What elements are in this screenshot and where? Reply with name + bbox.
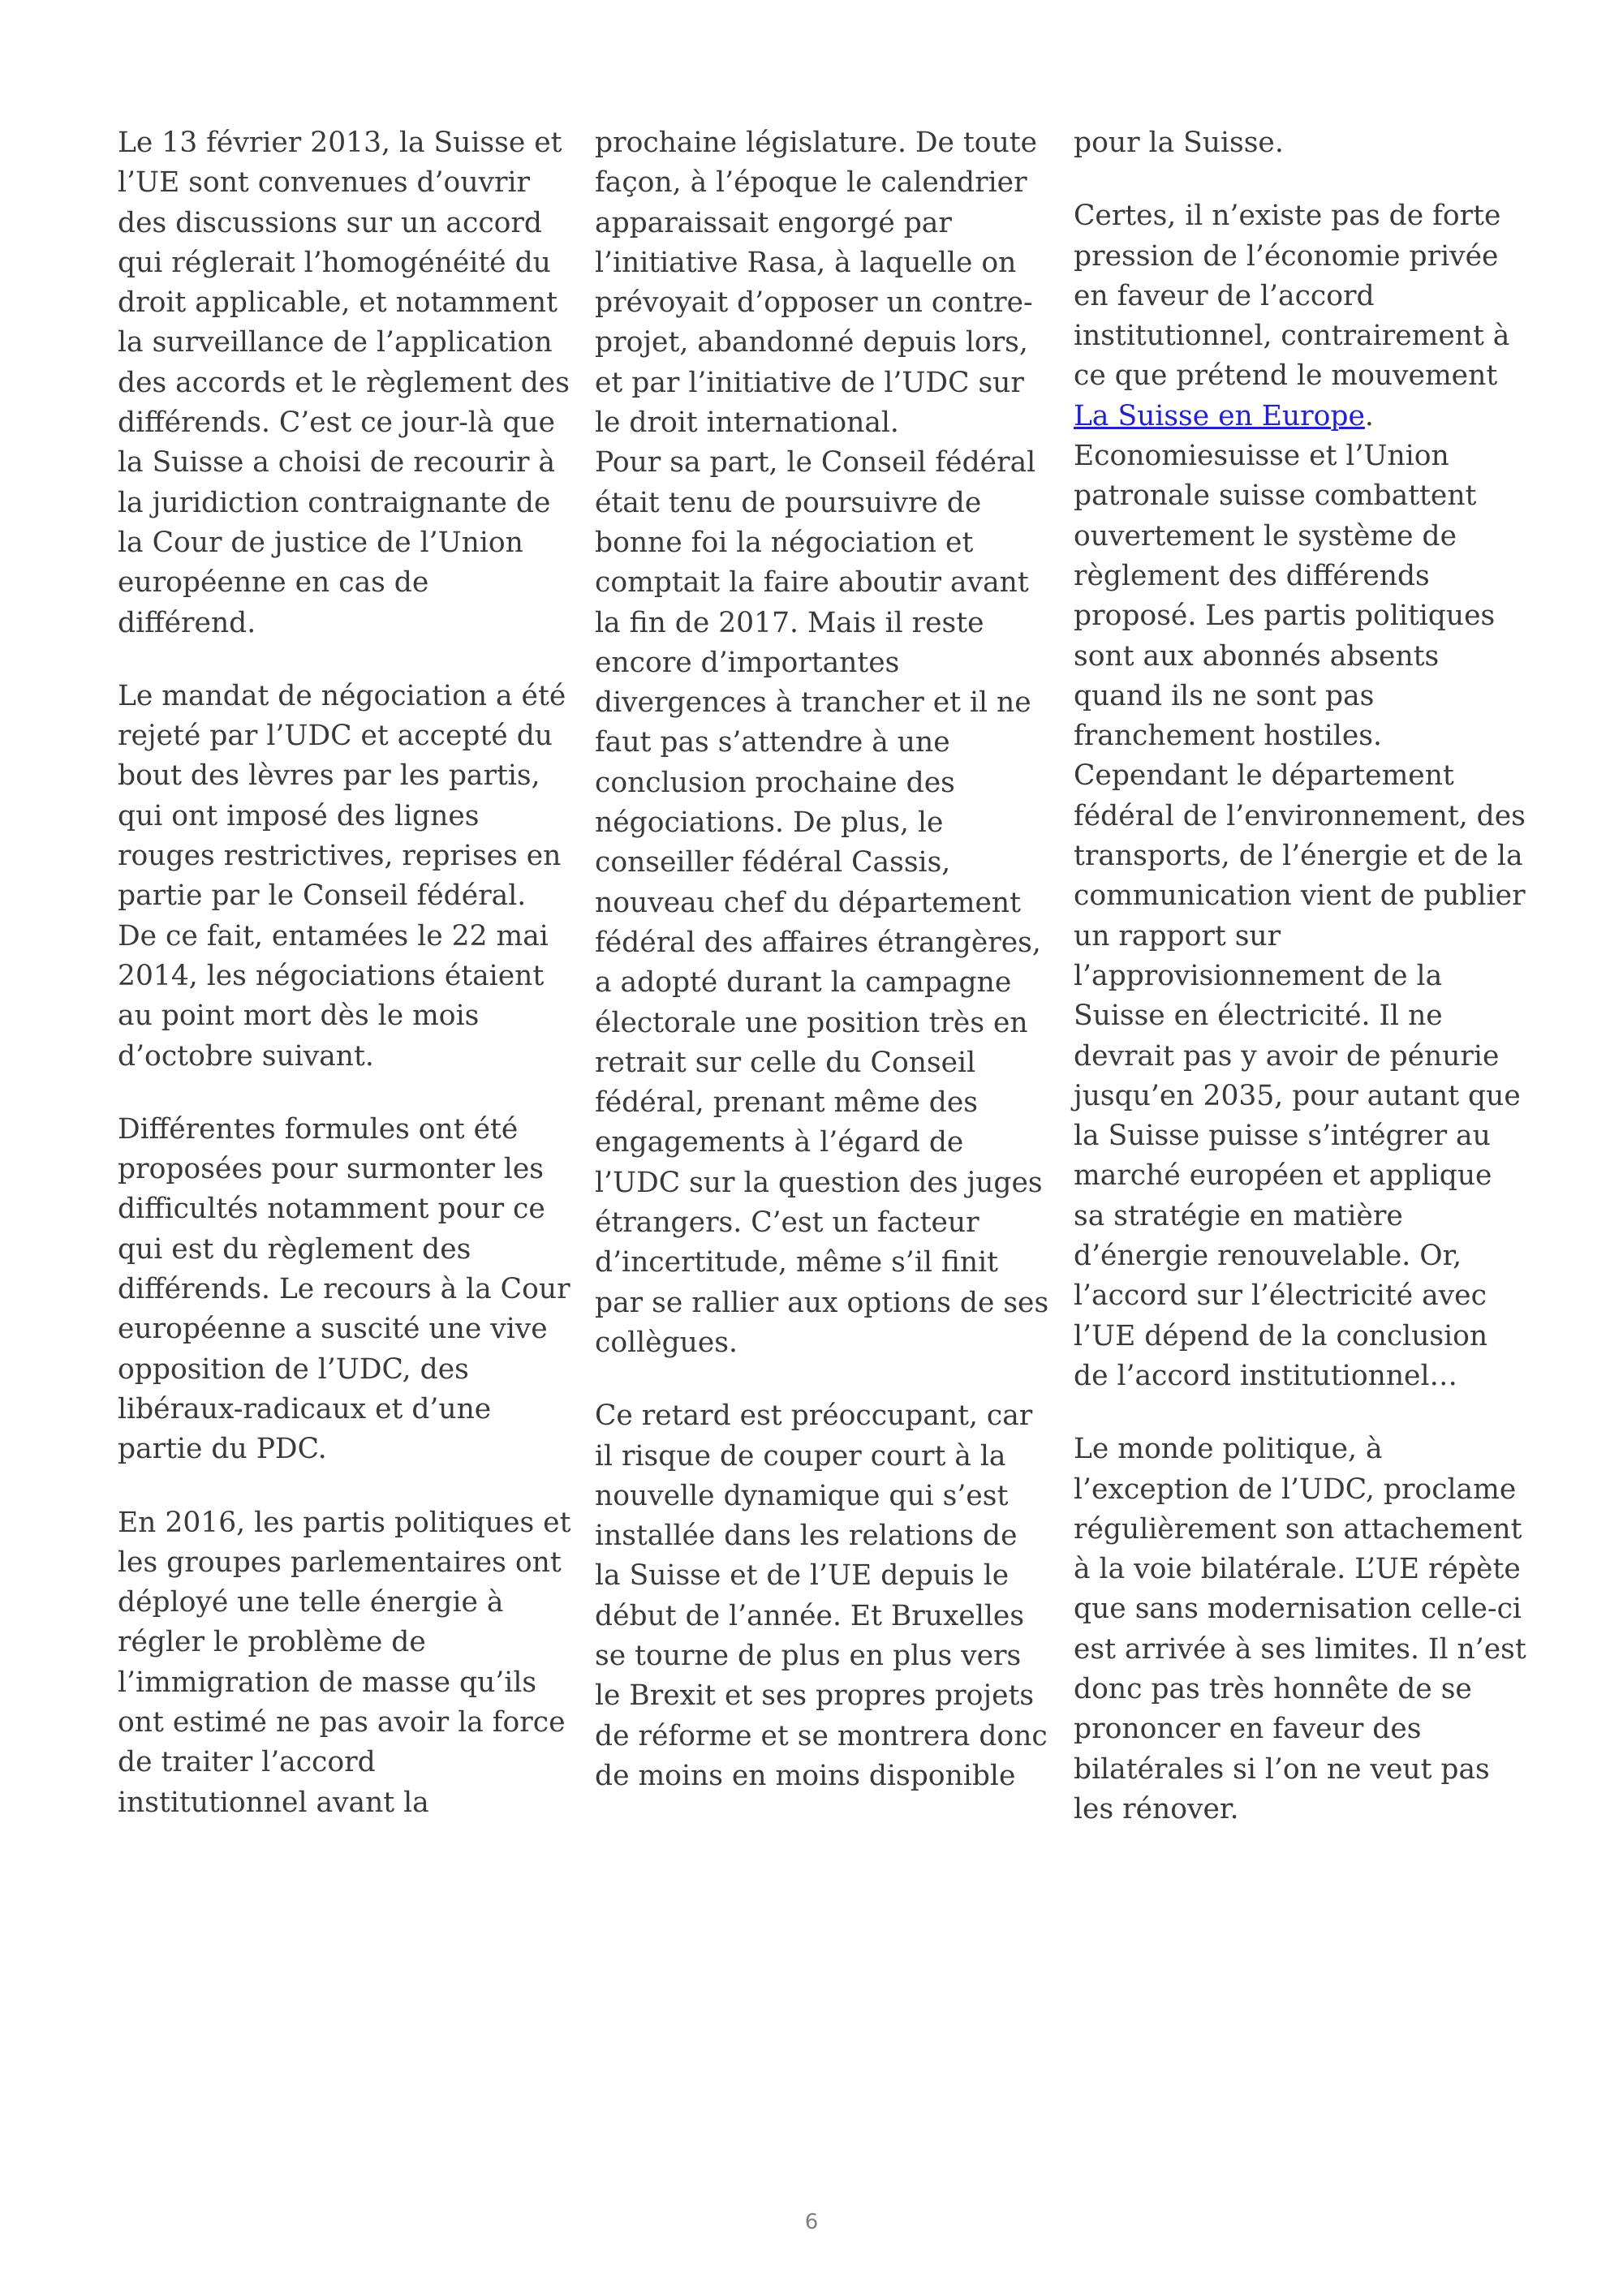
text-line: 2014, les négociations étaient <box>118 959 545 992</box>
text-line: est arrivée à ses limites. Il n’est <box>1074 1632 1526 1666</box>
text-line: de l’accord institutionnel… <box>1074 1359 1457 1392</box>
text-line: la fin de 2017. Mais il reste <box>595 606 984 639</box>
la-suisse-en-europe-link[interactable]: La Suisse en Europe <box>1074 399 1365 432</box>
text-line: bout des lèvres par les partis, <box>118 759 540 793</box>
text-line: électorale une position très en <box>595 1006 1028 1039</box>
text-line: bonne foi la négociation et <box>595 526 974 559</box>
text-line: l’UDC sur la question des juges <box>595 1166 1043 1199</box>
text-line: sa stratégie en matière <box>1074 1199 1403 1232</box>
text-line: devrait pas y avoir de pénurie <box>1074 1039 1500 1073</box>
text-line: d’incertitude, même s’il finit <box>595 1246 999 1279</box>
text-line: étrangers. C’est un facteur <box>595 1206 979 1240</box>
text-line: qui est du règlement des <box>118 1232 471 1266</box>
text-line: d’énergie renouvelable. Or, <box>1074 1240 1462 1273</box>
text-line: Certes, il n’existe pas de forte <box>1074 200 1501 233</box>
text-line: divergences à trancher et il ne <box>595 686 1031 720</box>
text-line: à la voie bilatérale. L’UE répète <box>1074 1553 1521 1586</box>
text-line: déployé une telle énergie à <box>118 1586 504 1619</box>
text-line: l’immigration de masse qu’ils <box>118 1666 537 1699</box>
text-line: la Suisse puisse s’intégrer au <box>1074 1120 1491 1153</box>
text-line: d’octobre suivant. <box>118 1039 374 1073</box>
text-line: Le monde politique, à <box>1074 1433 1383 1466</box>
text-line: encore d’importantes <box>595 646 900 679</box>
text-line: se tourne de plus en plus vers <box>595 1639 1022 1672</box>
text-line: faut pas s’attendre à une <box>595 726 950 759</box>
text-line: collègues. <box>595 1326 738 1359</box>
text-line: façon, à l’époque le calendrier <box>595 166 1027 200</box>
text-line: De ce fait, entamées le 22 mai <box>118 919 549 952</box>
paragraph <box>118 677 572 1077</box>
text-line: conseiller fédéral Cassis, <box>595 846 951 879</box>
text-line: conclusion prochaine des <box>595 766 955 799</box>
text-line: Le mandat de négociation a été <box>118 679 566 712</box>
text-line: opposition de l’UDC, des <box>118 1352 469 1386</box>
text-line: Le 13 février 2013, la Suisse et <box>118 127 562 159</box>
text-line: bilatérales si l’on ne veut pas <box>1074 1752 1490 1786</box>
paragraph <box>1074 196 1528 1396</box>
text-line: marché européen et applique <box>1074 1159 1492 1193</box>
paragraph <box>595 443 1049 1363</box>
text-line: quand ils ne sont pas <box>1074 679 1375 712</box>
text-line: les rénover. <box>1074 1792 1239 1825</box>
text-line: pression de l’économie privée <box>1074 239 1499 273</box>
text-line: nouvelle dynamique qui s’est <box>595 1479 1009 1512</box>
paragraph <box>1074 1430 1528 1829</box>
text-line: apparaissait engorgé par <box>595 206 952 239</box>
text-line: fédéral de l’environnement, des <box>1074 799 1526 832</box>
text-line: des discussions sur un accord <box>118 206 542 239</box>
link-suffix: . <box>1364 399 1374 432</box>
text-line: de moins en moins disponible <box>595 1759 1016 1792</box>
text-line: institutionnel, contrairement à <box>1074 320 1510 353</box>
text-line: En 2016, les partis politiques et <box>118 1506 571 1539</box>
text-line: l’accord sur l’électricité avec <box>1074 1279 1487 1313</box>
text-line: nouveau chef du département <box>595 886 1021 919</box>
text-line: ont estimé ne pas avoir la force <box>118 1705 566 1739</box>
text-line: différends. Le recours à la Cour <box>118 1273 570 1306</box>
text-line: la juridiction contraignante de <box>118 486 551 519</box>
text-line: ouvertement le système de <box>1074 519 1457 553</box>
text-line: partie par le Conseil fédéral. <box>118 879 527 913</box>
text-line <box>1074 397 1528 436</box>
text-line: et par l’initiative de l’UDC sur <box>595 366 1024 399</box>
text-line: de traiter l’accord <box>118 1746 376 1779</box>
text-line: régler le problème de <box>118 1626 426 1659</box>
text-column-2 <box>595 123 1049 1829</box>
text-line: au point mort dès le mois <box>118 1000 480 1033</box>
text-line: prochaine législature. De toute <box>595 127 1038 159</box>
text-line: donc pas très honnête de se <box>1074 1672 1472 1705</box>
text-line: l’exception de l’UDC, proclame <box>1074 1473 1517 1506</box>
text-line: régulièrement son attachement <box>1074 1512 1522 1546</box>
text-line: transports, de l’énergie et de la <box>1074 840 1523 873</box>
paragraph <box>118 1110 572 1470</box>
text-line: l’UE dépend de la conclusion <box>1074 1319 1488 1352</box>
text-line: l’approvisionnement de la <box>1074 959 1443 992</box>
text-line: par se rallier aux options de ses <box>595 1286 1049 1319</box>
text-line: institutionnel avant la <box>118 1786 429 1819</box>
text-column-1 <box>118 123 572 1856</box>
text-line: engagements à l’égard de <box>595 1126 964 1159</box>
text-line: prévoyait d’opposer un contre- <box>595 286 1033 320</box>
text-line: sont aux abonnés absents <box>1074 639 1440 673</box>
text-line: patronale suisse combattent <box>1074 479 1477 513</box>
text-line: installée dans les relations de <box>595 1520 1018 1553</box>
text-line: un rapport sur <box>1074 919 1281 952</box>
text-line: l’initiative Rasa, à laquelle on <box>595 246 1017 279</box>
text-line: négociations. De plus, le <box>595 806 944 840</box>
text-line: Suisse en électricité. Il ne <box>1074 1000 1443 1033</box>
text-line: a adopté durant la campagne <box>595 966 1012 1000</box>
paragraph <box>595 123 1049 443</box>
paragraph <box>118 123 572 643</box>
text-line: ce que prétend le mouvement <box>1074 359 1498 393</box>
text-line: retrait sur celle du Conseil <box>595 1046 976 1079</box>
text-line: Différentes formules ont été <box>118 1112 519 1146</box>
text-line: rouges restrictives, reprises en <box>118 840 562 873</box>
text-column-3 <box>1074 123 1528 1863</box>
page-number: 6 <box>804 2210 819 2234</box>
text-line: début de l’année. Et Bruxelles <box>595 1599 1025 1632</box>
text-line: la Suisse a choisi de recourir à <box>118 446 556 479</box>
text-line: communication vient de publier <box>1074 879 1526 913</box>
text-line: que sans modernisation celle-ci <box>1074 1593 1522 1626</box>
text-line: de réforme et se montrera donc <box>595 1719 1048 1752</box>
text-line: il risque de couper court à la <box>595 1439 1006 1473</box>
text-line: partie du PDC. <box>118 1433 327 1466</box>
text-line: qui réglerait l’homogénéité du <box>118 246 551 279</box>
text-line: projet, abandonné depuis lors, <box>595 326 1028 359</box>
paragraph <box>1074 123 1528 163</box>
text-line: proposées pour surmonter les <box>118 1153 544 1186</box>
text-line: la surveillance de l’application <box>118 326 553 359</box>
text-line: droit applicable, et notamment <box>118 286 558 320</box>
text-line: le droit international. <box>595 406 899 440</box>
text-line: était tenu de poursuivre de <box>595 486 982 519</box>
text-line: libéraux-radicaux et d’une <box>118 1392 492 1425</box>
text-line: proposé. Les partis politiques <box>1074 600 1496 633</box>
text-line: européenne en cas de <box>118 566 429 600</box>
text-line: Pour sa part, le Conseil fédéral <box>595 446 1036 479</box>
text-line: qui ont imposé des lignes <box>118 799 480 832</box>
text-line: la Suisse et de l’UE depuis le <box>595 1559 1010 1593</box>
paragraph <box>595 1396 1049 1796</box>
text-line: comptait la faire aboutir avant <box>595 566 1029 600</box>
text-line: l’UE sont convenues d’ouvrir <box>118 166 531 200</box>
text-line: différend. <box>118 606 256 639</box>
text-line: le Brexit et ses propres projets <box>595 1679 1035 1713</box>
text-line: fédéral, prenant même des <box>595 1086 978 1120</box>
text-line: franchement hostiles. <box>1074 720 1382 753</box>
text-line: des accords et le règlement des <box>118 366 570 399</box>
text-line: jusqu’en 2035, pour autant que <box>1074 1079 1521 1112</box>
text-line: Economiesuisse et l’Union <box>1074 440 1449 473</box>
text-line: Cependant le département <box>1074 759 1454 793</box>
text-line: en faveur de l’accord <box>1074 279 1375 312</box>
text-line: prononcer en faveur des <box>1074 1713 1422 1746</box>
text-line: fédéral des affaires étrangères, <box>595 926 1041 959</box>
text-line: pour la Suisse. <box>1074 127 1284 159</box>
text-line: règlement des différends <box>1074 559 1430 592</box>
text-line: différends. C’est ce jour-là que <box>118 406 556 440</box>
text-line: la Cour de justice de l’Union <box>118 526 523 559</box>
text-line: Ce retard est préoccupant, car <box>595 1400 1033 1433</box>
paragraph <box>118 1503 572 1823</box>
text-line: difficultés notamment pour ce <box>118 1193 545 1226</box>
text-line: les groupes parlementaires ont <box>118 1546 562 1579</box>
text-line: européenne a suscité une vive <box>118 1313 548 1346</box>
text-line: rejeté par l’UDC et accepté du <box>118 720 553 753</box>
